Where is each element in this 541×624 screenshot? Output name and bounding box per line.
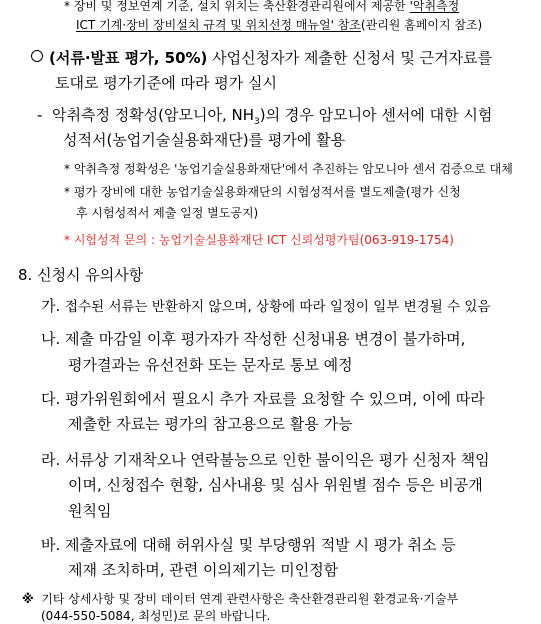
item-text: 평가위원회에서 필요시 추가 자료를 요청할 수 있으며, 이에 따라 (65, 390, 485, 408)
item-text: 서류상 기재착오나 연락불능으로 인한 불이익은 평가 신청자 책임 (65, 451, 490, 469)
item-marker: 가. (41, 297, 61, 315)
reference-mark: ※ (22, 592, 34, 606)
manual-reference-part-2: ICT 기계·장비 장비설치 규격 및 위치선정 매뉴얼' 참조 (76, 18, 361, 32)
footer-line-2 (41, 607, 270, 624)
item-text: 제출한 자료는 평가의 참고용으로 활용 가능 (68, 415, 353, 433)
note-test-report (64, 183, 461, 200)
item-ga (41, 295, 490, 316)
item-text: 제출자료에 대해 허위사실 및 부당행위 적발 시 평가 취소 등 (65, 536, 456, 554)
item-ba (41, 534, 456, 555)
item-text: 이며, 신청접수 현황, 심사내용 및 심사 위원별 점수 등은 비공개 (68, 476, 483, 494)
item-marker: 바. (41, 536, 61, 554)
item-marker: 라. (41, 451, 61, 469)
nh3-subscript: 3 (254, 117, 260, 127)
manual-reference-part-1: '악취측정 (409, 0, 460, 13)
contact-note-text: * 시험성적 문의 : 농업기술실용화재단 ICT 신뢰성평가팀(063-919-1754) (64, 233, 454, 247)
item-marker: 나. (41, 330, 61, 348)
homepage-reference: (관리원 홈페이지 참조) (360, 18, 483, 32)
top-note-line-1 (64, 0, 459, 14)
section-8-title: 8. 신청시 유의사항 (18, 266, 144, 284)
item-ba-cont (68, 559, 338, 580)
circle-bullet-icon (31, 50, 43, 62)
item-text: 제재 조치하며, 관련 이의제기는 미인정함 (68, 561, 339, 579)
accuracy-line-2 (63, 129, 345, 150)
note-text: * 악취측정 정확성은 '농업기술실용화재단'에서 추진하는 암모니아 센서 검증으로 대체 (64, 162, 513, 176)
note-text: * 평가 장비에 대한 농업기술실용화재단의 시험성적서를 별도제출(평가 신청 (64, 185, 461, 199)
item-text: 접수된 서류는 반환하지 않으며, 상황에 따라 일정이 일부 변경될 수 있음 (65, 299, 491, 315)
dash-marker: - (37, 106, 43, 124)
footer-line-1 (22, 590, 458, 607)
evaluation-heading-cont (55, 72, 277, 93)
evaluation-text-2: 토대로 평가기준에 따라 평가 실시 (55, 74, 277, 92)
item-ra (41, 449, 490, 470)
contact-note (64, 231, 454, 248)
footer-text-1: 기타 상세사항 및 장비 데이터 연계 관련사항은 축산환경관리원 환경교육·기술부 (41, 592, 459, 606)
top-note-text: 장비 및 정보연계 기준, 설치 위치는 축산환경관리원에서 제공한 (73, 0, 410, 13)
item-marker: 다. (41, 390, 61, 408)
footer-text-2: (044-550-5084, 최성민)로 문의 바랍니다. (41, 609, 271, 623)
accuracy-line-1 (37, 104, 492, 127)
accuracy-text-a: 악취측정 정확성(암모니아, NH (51, 106, 255, 124)
item-text: 원칙임 (68, 502, 112, 520)
item-da-cont (68, 413, 353, 434)
evaluation-type: (서류·발표 평가, 50%) (49, 49, 208, 67)
item-na-cont (68, 354, 353, 375)
evaluation-heading (31, 47, 492, 68)
note-text: 후 시험성적서 제출 일정 별도공지) (76, 206, 259, 220)
item-ra-cont-2 (68, 500, 111, 521)
note-test-report-cont (76, 204, 258, 221)
accuracy-text-2: 성적서(농업기술실용화재단)를 평가에 활용 (63, 131, 346, 149)
note-marker: * (64, 0, 70, 13)
accuracy-text-b: )의 경우 암모니아 센서에 대한 시험 (259, 106, 493, 124)
item-text: 제출 마감일 이후 평가자가 작성한 신청내용 변경이 불가하며, (65, 330, 466, 348)
top-note-line-2 (76, 16, 482, 33)
evaluation-text-1: 사업신청자가 제출한 신청서 및 근거자료를 (207, 49, 493, 67)
item-text: 평가결과는 유선전화 또는 문자로 통보 예정 (68, 356, 353, 374)
note-sensor-validation (64, 160, 513, 177)
item-na (41, 328, 465, 349)
item-ra-cont-1 (68, 474, 483, 495)
item-da (41, 388, 485, 409)
